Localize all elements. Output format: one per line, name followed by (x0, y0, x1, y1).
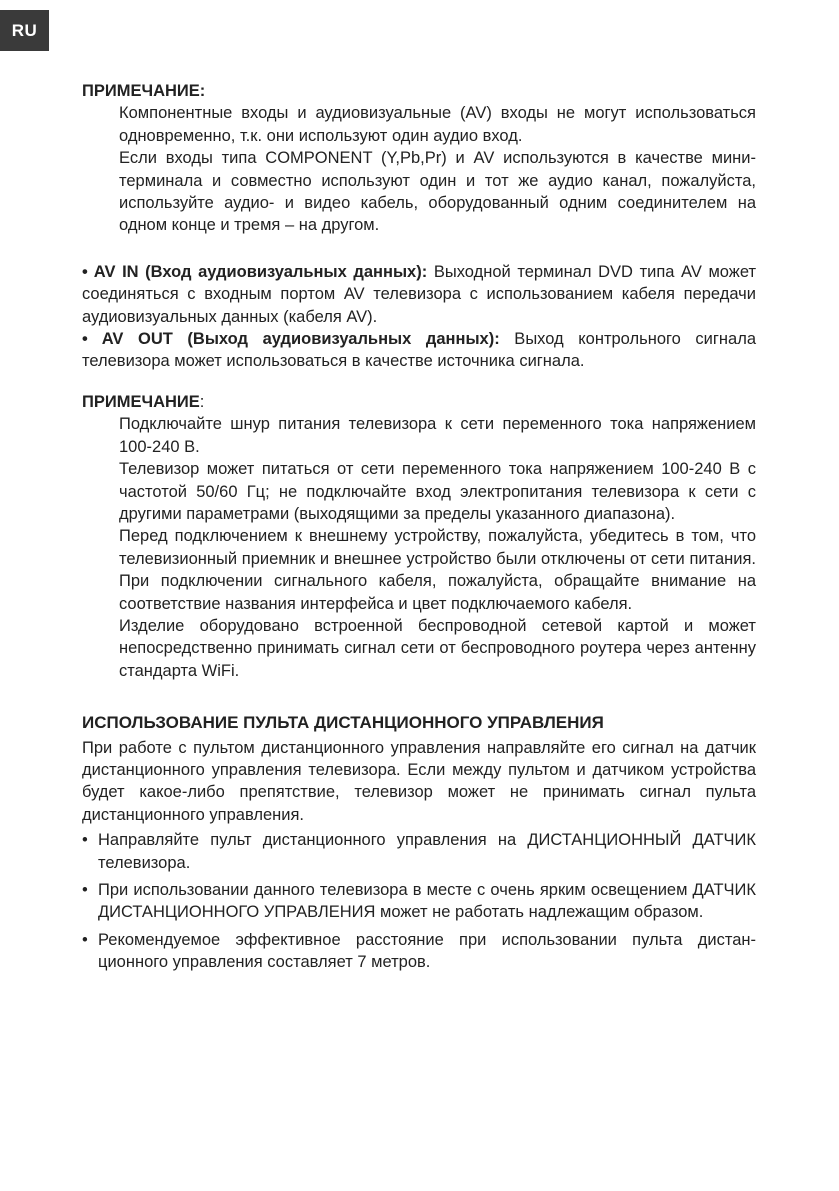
av-in-paragraph (82, 261, 756, 328)
note-body (119, 413, 756, 682)
av-description (82, 261, 756, 373)
page-content (82, 80, 756, 979)
av-out-text: Выход контрольного сигнала телевизора может использоваться в качестве источника сигнала. (82, 330, 756, 371)
list-item: • Направляйте пульт дистанционного управления на ДИСТАНЦИОННЫЙ ДАТЧИК телевизора. (82, 831, 756, 872)
note-title: ПРИМЕЧАНИЕ: (82, 82, 206, 100)
list-item: • Рекомендуемое эффективное расстояние при использовании пульта дистанционного управления составляет 7 метров. (82, 930, 756, 972)
note-paragraph: Подключайте шнур питания телевизора к сети переменного тока напряжением 100-240 В. (119, 415, 756, 456)
note-paragraph: Перед подключением к внешнему устройству, пожалуйста, убедитесь в том, что телевизионный приемник и внешнее устройство были отключены от сети питания. При подключении сигнального кабеля, пожалуйста, обращайте внимание на соответствие названия интерфейса и цвет подключаемого кабеля. (119, 527, 756, 613)
note-title: ПРИМЕЧАНИЕ: (82, 392, 205, 411)
bullet-icon: • (82, 930, 88, 949)
language-tab: RU (0, 10, 49, 51)
note-paragraph: Компонентные входы и аудиовизуальные (AV) входы не могут использоваться одновременно, т.к. они используют один аудио вход. (119, 104, 756, 145)
section-title: ИСПОЛЬЗОВАНИЕ ПУЛЬТА ДИСТАНЦИОННОГО УПРАВЛЕНИЯ (82, 713, 604, 733)
note-paragraph: Телевизор может питаться от сети переменного тока напряжением 100-240 В с частотой 50/60 Гц; не подключайте вход электропитания телевизора к сети с другими параметрами (выходящими за пределы указанного диапазона). (119, 460, 756, 523)
av-in-label: • AV IN (Вход аудиовизуальных данных): (82, 262, 428, 281)
bullet-icon: • (82, 881, 88, 899)
remote-bullet-list (82, 829, 756, 973)
list-item: • При использовании данного телевизора в месте с очень ярким освещением ДАТЧИК ДИСТАНЦИОННОГО УПРАВЛЕНИЯ может не работать надлежащим образом. (82, 881, 756, 922)
bullet-icon: • (82, 831, 88, 850)
note-section-2 (82, 391, 756, 682)
remote-intro: При работе с пультом дистанционного управления направляйте его сигнал на датчик дистанционного управления телевизора. Если между пультом и датчиком устройства будет какое-либо препятствие, телевизор может не принимать сигнал пульта дистанционного управления. (82, 738, 756, 824)
remote-section (82, 712, 756, 973)
note-section-1 (82, 80, 756, 237)
av-out-label: • AV OUT (Выход аудиовизуальных данных): (82, 330, 500, 349)
note-body (119, 102, 756, 236)
note-paragraph: Если входы типа COMPONENT (Y,Pb,Pr) и AV используются в качестве мини-терминала и совместно используют один и тот же аудио канал, пожалуйста, используйте аудио- и видео кабель, оборудованный одним соединителем на одном конце и тремя – на другом. (119, 149, 756, 235)
av-out-paragraph (82, 328, 756, 373)
av-in-text: Выходной терминал DVD типа AV может соединяться с входным портом AV телевизора с использованием кабеля передачи аудиовизуальных данных (кабеля AV). (82, 262, 757, 326)
note-paragraph: Изделие оборудовано встроенной беспроводной сетевой картой и может непосредственно принимать сигнал сети от беспроводного роутера через антенну стандарта WiFi. (119, 616, 756, 680)
